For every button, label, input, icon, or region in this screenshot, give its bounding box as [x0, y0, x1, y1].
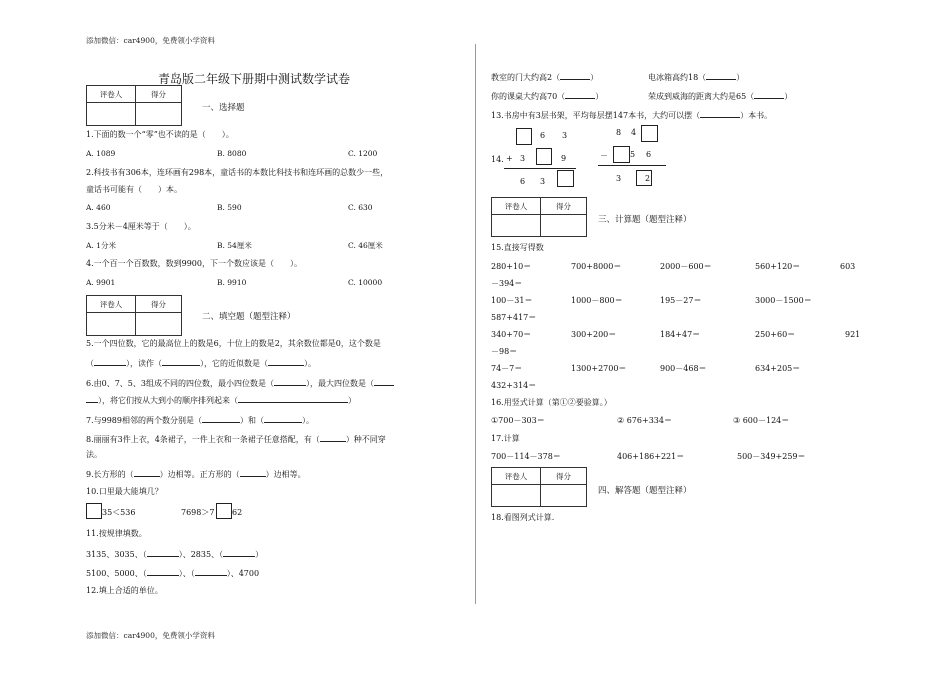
question-18: 18.看图列式计算.: [491, 513, 555, 522]
score-table-3: [491, 197, 587, 237]
question-3: 3.5分米－4厘米等于（ ）。: [86, 222, 196, 231]
q7-blank-2[interactable]: [264, 413, 302, 423]
unit-item-2: [648, 70, 744, 83]
question-5-line2: [86, 356, 316, 369]
calc-item: 300+200＝: [571, 330, 617, 339]
q4-option-a[interactable]: A. 9901: [86, 278, 116, 287]
q9-blank-rect[interactable]: [134, 467, 160, 477]
page-title: 青岛版二年级下册期中测试数学试卷: [158, 72, 351, 86]
q17-item-2: 406+186+221＝: [617, 452, 685, 461]
q10-inequality-1: 35＜536: [102, 508, 136, 517]
q14-add-rule: [504, 168, 576, 169]
q6-blank-max-cont[interactable]: [86, 393, 98, 403]
question-6-line2: [86, 393, 356, 406]
calc-item: －98＝: [491, 347, 518, 356]
q6-blank-max[interactable]: [374, 376, 394, 386]
score-cell[interactable]: [541, 485, 587, 507]
section-2-title: 二、填空题（题型注释）: [202, 312, 296, 322]
minus-sign: －: [600, 151, 608, 160]
question-10: 10.口里最大能填几？: [86, 487, 163, 496]
q14-add-box-result[interactable]: [557, 170, 574, 187]
q10-answer-box-2[interactable]: [216, 503, 232, 519]
q14-add-result-digit: 6: [520, 177, 526, 186]
q5-blank-reading[interactable]: [162, 356, 200, 366]
q3-option-a[interactable]: A. 1分米: [86, 241, 116, 250]
q7-text-a: 7.与9989相邻的两个数分别是（: [86, 416, 202, 425]
calc-item: 560+120＝: [755, 262, 801, 271]
q9-text-a: 9.长方形的（: [86, 470, 134, 479]
section-1-title: 一、选择题: [202, 103, 245, 113]
q14-sub-digit: 8: [616, 128, 622, 137]
grader-label: 评卷人: [492, 198, 541, 215]
unit-3-close: ）: [595, 92, 604, 101]
score-table-1: [86, 85, 182, 126]
q5-text-b: ），读作（: [126, 359, 162, 368]
q17-item-1: 700－114－378＝: [491, 452, 561, 461]
q5-text-a: （: [86, 359, 94, 368]
q14-sub-box-ones[interactable]: [641, 125, 658, 142]
question-2-line2: 童话书可能有（ ）本。: [86, 185, 182, 194]
question-13: [491, 108, 772, 121]
q6-text-b: ），最大四位数是（: [306, 379, 374, 388]
calc-item: －394＝: [491, 279, 523, 288]
question-15: 15.直接写得数: [491, 243, 544, 252]
question-7: [86, 413, 314, 426]
q11-row1-text-b: ）、2835、（: [178, 550, 224, 559]
calc-item: 700+8000＝: [571, 262, 622, 271]
q7-text-b: ）和（: [240, 416, 264, 425]
q11-row2-text-b: ）、（: [178, 569, 195, 578]
unit-1-blank[interactable]: [560, 70, 590, 80]
q1-option-a[interactable]: A. 1089: [86, 149, 116, 158]
q16-item-3: ③ 600－124＝: [733, 416, 790, 425]
grader-cell[interactable]: [492, 215, 541, 237]
q11-row-1: [86, 547, 263, 560]
score-cell[interactable]: [136, 313, 182, 336]
q5-blank-number[interactable]: [94, 356, 126, 366]
question-5-line1: 5.一个四位数，它的最高位上的数是6，十位上的数是2，其余数位都是0，这个数是: [86, 339, 381, 348]
q14-sub-digit: 4: [631, 128, 637, 137]
calc-item: 184+47＝: [660, 330, 701, 339]
calc-item: 250+60＝: [755, 330, 796, 339]
unit-3-text: 你的课桌大约高70（: [491, 92, 566, 101]
q11-row-2: [86, 566, 259, 579]
calc-item: 1000－800＝: [571, 296, 623, 305]
q16-item-1: ①700－303＝: [491, 416, 545, 425]
section-3-title: 三、计算题（题型注释）: [598, 215, 692, 225]
score-cell[interactable]: [541, 215, 587, 237]
question-2-line1: 2.科技书有306本，连环画有298本，童话书的本数比科技书和连环画的总数少一些，: [86, 168, 389, 177]
unit-2-blank[interactable]: [706, 70, 736, 80]
q11-row2-blank-1[interactable]: [147, 566, 179, 576]
q7-blank-1[interactable]: [202, 413, 240, 423]
calc-item: 74－7＝: [491, 364, 523, 373]
calc-item: 634+205＝: [755, 364, 801, 373]
grader-label: 评卷人: [492, 468, 541, 485]
question-1: 1.下面的数一个“零”也不读的是（ ）。: [86, 130, 234, 139]
q13-blank[interactable]: [700, 108, 740, 118]
calc-item: 340+70＝: [491, 330, 532, 339]
q14-add-digit: 6: [540, 131, 546, 140]
plus-sign: +: [506, 154, 513, 163]
q9-text-c: ）边相等。: [265, 470, 306, 479]
q4-option-c[interactable]: C. 10000: [348, 278, 383, 287]
question-8-line2: 法。: [86, 450, 102, 459]
q3-option-b[interactable]: B. 54厘米: [217, 241, 252, 250]
calc-item: 1300+2700＝: [571, 364, 627, 373]
q13-text-a: 13.书房中有3层书架，平均每层摆147本书，大约可以摆（: [491, 111, 701, 120]
score-label: 得分: [541, 198, 587, 215]
q1-option-b[interactable]: B. 8080: [217, 149, 247, 158]
q5-text-c: ），它的近似数是（: [200, 359, 268, 368]
q2-option-c[interactable]: C. 630: [348, 203, 373, 212]
unit-2-text: 电冰箱高约18（: [648, 73, 707, 82]
calc-item: 280+10＝: [491, 262, 532, 271]
q13-text-b: ）本书。: [740, 111, 773, 120]
q14-sub-digit: 6: [646, 150, 652, 159]
calc-item: 3000－1500＝: [755, 296, 812, 305]
page-header-note: 添加微信：car4900，免费领小学资料: [86, 36, 215, 45]
q10-inequality-2a: 7698＞7: [181, 508, 215, 517]
unit-item-3: [491, 89, 603, 102]
q16-item-2: ② 676+334＝: [617, 416, 672, 425]
q11-row1-blank-1[interactable]: [147, 547, 179, 557]
q6-text-c: ），将它们按从大到小的顺序排列起来（: [98, 396, 238, 405]
q17-item-3: 500－349+259＝: [737, 452, 806, 461]
question-12: 12.填上合适的单位。: [86, 586, 163, 595]
calc-item: 432+314＝: [491, 381, 537, 390]
q3-option-c[interactable]: C. 46厘米: [348, 241, 383, 250]
q11-row1-blank-2[interactable]: [223, 547, 255, 557]
unit-4-text: 荣成到威海的距离大约是65（: [648, 92, 755, 101]
grader-label: 评卷人: [87, 296, 136, 313]
q5-blank-approx[interactable]: [268, 356, 304, 366]
column-divider: [475, 44, 476, 604]
score-label: 得分: [136, 86, 182, 103]
unit-3-blank[interactable]: [565, 89, 595, 99]
q5-text-d: ）。: [304, 359, 316, 368]
calc-item: 195－27＝: [660, 296, 702, 305]
unit-4-blank[interactable]: [754, 89, 784, 99]
q6-blank-order[interactable]: [238, 393, 348, 403]
section-4-title: 四、解答题（题型注释）: [598, 486, 692, 496]
q14-add-digit: 3: [520, 154, 526, 163]
question-6-line1: [86, 376, 394, 389]
q11-row2-text-c: ）、4700: [226, 569, 260, 578]
q14-sub-result-digit: 2: [645, 174, 651, 183]
q9-blank-square[interactable]: [240, 467, 266, 477]
unit-item-4: [648, 89, 792, 102]
q9-text-b: ）边相等。正方形的（: [159, 470, 240, 479]
calc-item: 100－31＝: [491, 296, 533, 305]
question-17: 17.计算: [491, 434, 520, 443]
q14-sub-digit: 5: [630, 150, 636, 159]
question-16: 16.用竖式计算（第①②要验算。）: [491, 398, 612, 407]
score-table-4: [491, 467, 587, 507]
q14-add-result-digit: 3: [540, 177, 546, 186]
q1-option-c[interactable]: C. 1200: [348, 149, 378, 158]
q10-inequality-2b: 62: [232, 508, 243, 517]
q14-sub-box-hundreds[interactable]: [613, 146, 630, 163]
q8-text-a: 8.丽丽有3件上衣，4条裙子，一件上衣和一条裙子任意搭配，有（: [86, 435, 320, 444]
q6-blank-min[interactable]: [274, 376, 306, 386]
question-9: [86, 467, 306, 480]
unit-1-text: 教室的门大约高2（: [491, 73, 561, 82]
calc-item: 900－468＝: [660, 364, 707, 373]
q14-add-box-tens[interactable]: [536, 148, 552, 165]
q6-text-d: ）: [348, 396, 356, 405]
grader-cell[interactable]: [492, 485, 541, 507]
q11-row2-blank-2[interactable]: [195, 566, 227, 576]
grader-cell[interactable]: [87, 103, 136, 126]
q8-text-b: ）种不同穿: [345, 435, 386, 444]
calc-item: 2000－600＝: [660, 262, 712, 271]
q2-option-b[interactable]: B. 590: [217, 203, 242, 212]
q14-sub-rule: [598, 165, 666, 166]
unit-1-close: ）: [590, 73, 599, 82]
calc-item: 587+417＝: [491, 313, 537, 322]
q11-row1-text-c: ）: [255, 550, 264, 559]
q7-text-c: ）。: [302, 416, 314, 425]
q4-option-b[interactable]: B. 9910: [217, 278, 247, 287]
grader-label: 评卷人: [87, 86, 136, 103]
q14-add-digit: 9: [561, 154, 567, 163]
question-14: 14.: [491, 155, 504, 164]
q10-answer-box-1[interactable]: [86, 503, 102, 519]
score-label: 得分: [541, 468, 587, 485]
question-4: 4.一个百一个百数数，数到9900，下一个数应该是（ ）。: [86, 259, 302, 268]
score-table-2: [86, 295, 182, 336]
q6-text-a: 6.由0、7、5、3组成不同的四位数，最小四位数是（: [86, 379, 274, 388]
q11-row1-text-a: 3135、3035、（: [86, 550, 147, 559]
calc-item: 921: [845, 330, 861, 339]
page-footer-note: 添加微信：car4900，免费领小学资料: [86, 631, 215, 640]
question-8-line1: [86, 432, 386, 445]
question-11: 11.按规律填数。: [86, 529, 147, 538]
q14-add-digit: 3: [562, 131, 568, 140]
unit-4-close: ）: [784, 92, 793, 101]
q8-blank[interactable]: [320, 432, 346, 442]
score-cell[interactable]: [136, 103, 182, 126]
score-label: 得分: [136, 296, 182, 313]
calc-item: 603: [840, 262, 856, 271]
q2-option-a[interactable]: A. 460: [86, 203, 111, 212]
unit-item-1: [491, 70, 598, 83]
grader-cell[interactable]: [87, 313, 136, 336]
q11-row2-text-a: 5100、5000、（: [86, 569, 147, 578]
unit-2-close: ）: [736, 73, 745, 82]
q14-add-box-hundreds[interactable]: [516, 128, 532, 145]
q14-sub-result-digit: 3: [616, 174, 622, 183]
